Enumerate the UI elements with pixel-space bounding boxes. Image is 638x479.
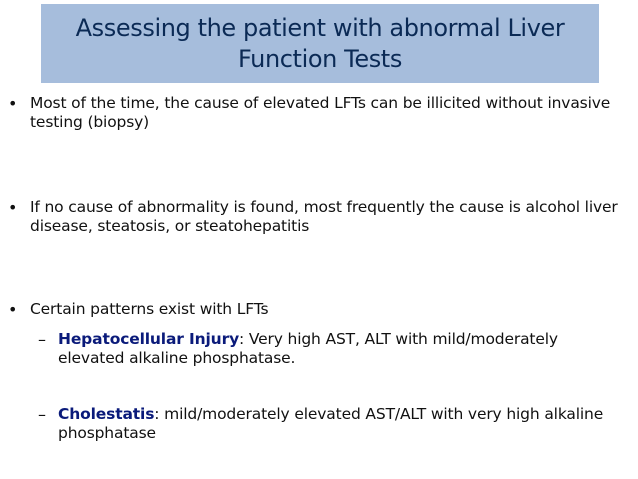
sub-bullet-text [58, 330, 628, 368]
sub-bullet-term: Hepatocellular Injury [58, 330, 240, 348]
sub-bullet-marker: – [38, 330, 46, 349]
bullet-item [8, 198, 623, 236]
sub-bullet-item [38, 405, 628, 443]
slide-title: Assessing the patient with abnormal Liver Function Tests [75, 13, 565, 73]
sub-bullet-description: : mild/moderately elevated AST/ALT with very high alkaline phosphatase [58, 405, 604, 442]
sub-bullet-item [38, 330, 628, 368]
sub-bullet-term: Cholestatis [58, 405, 155, 423]
bullet-item [8, 94, 623, 132]
sub-bullet-marker: – [38, 405, 46, 424]
title-banner [41, 4, 599, 83]
sub-bullet-description: : Very high AST, ALT with mild/moderately elevated alkaline phosphatase. [58, 330, 558, 367]
sub-bullet-text [58, 405, 628, 443]
bullet-marker: • [8, 94, 18, 113]
bullet-text: If no cause of abnormality is found, most frequently the cause is alcohol liver disease, steatosis, or steatohepatitis [30, 198, 618, 235]
bullet-marker: • [8, 198, 18, 217]
bullet-text: Certain patterns exist with LFTs [30, 300, 269, 318]
bullet-text: Most of the time, the cause of elevated LFTs can be illicited without invasive testing (biopsy) [30, 94, 611, 131]
bullet-marker: • [8, 300, 18, 319]
bullet-item [8, 300, 623, 319]
